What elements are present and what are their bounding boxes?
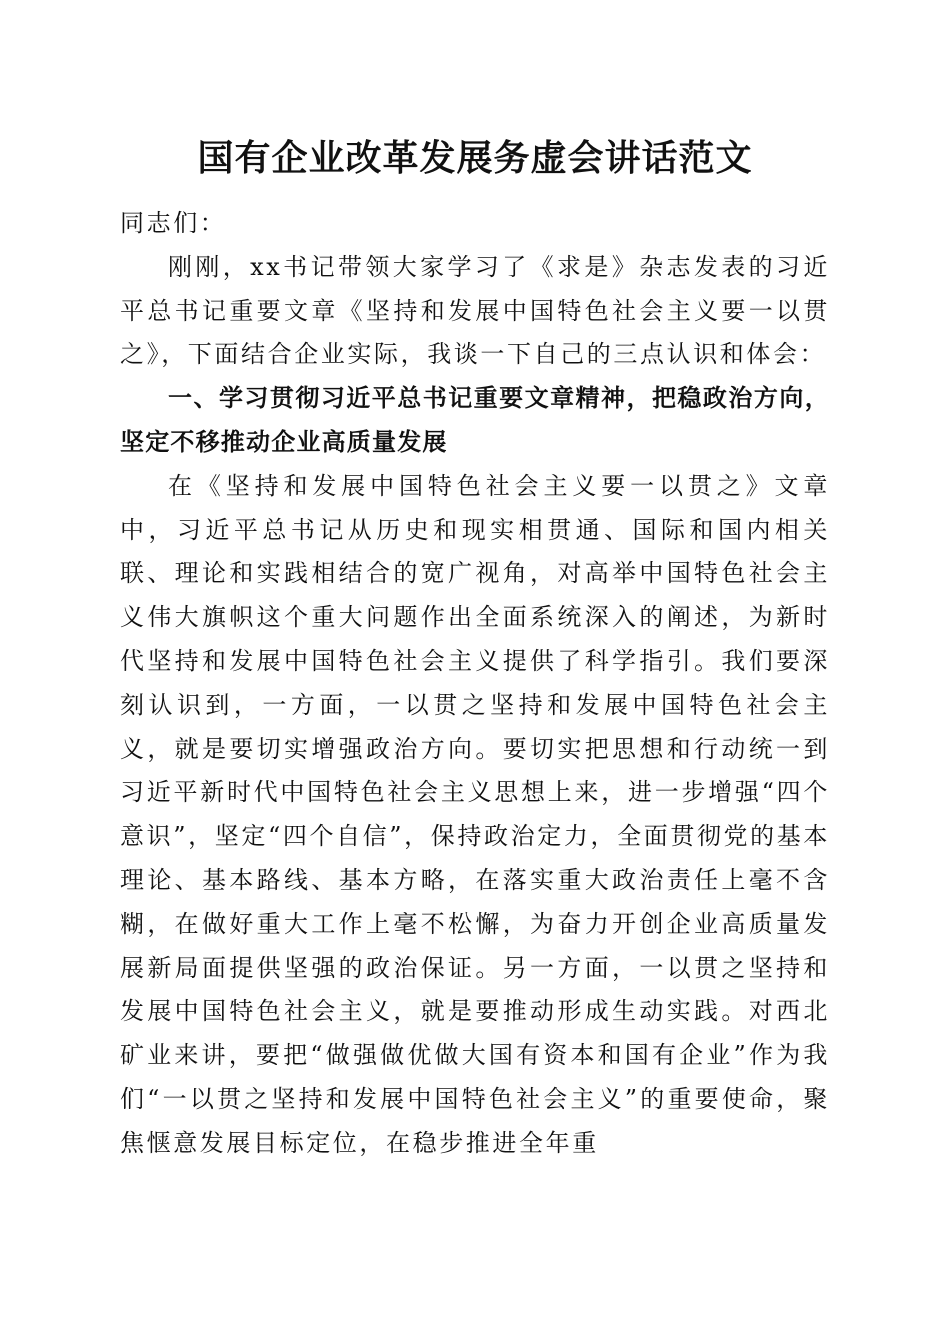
document-body bbox=[120, 202, 830, 1166]
document-title: 国有企业改革发展务虚会讲话范文 bbox=[197, 137, 753, 179]
intro-paragraph: 刚刚，xx书记带领大家学习了《求是》杂志发表的习近平总书记重要文章《坚持和发展中国特色社会主义要一以贯之》，下面结合企业实际，我谈一下自己的三点认识和体会： bbox=[120, 252, 830, 369]
salutation: 同志们： bbox=[120, 209, 227, 237]
section-1-paragraph: 在《坚持和发展中国特色社会主义要一以贯之》文章中，习近平总书记从历史和现实相贯通、国际和国内相关联、理论和实践相结合的宽广视角，对高举中国特色社会主义伟大旗帜这个重大问题作出全面系统深入的阐述，为新时代坚持和发展中国特色社会主义提供了科学指引。我们要深刻认识到，一方面，一以贯之坚持和发展中国特色社会主义，就是要切实增强政治方向。要切实把思想和行动统一到习近平新时代中国特色社会主义思想上来，进一步增强“四个意识”，坚定“四个自信”，保持政治定力，全面贯彻党的基本理论、基本路线、基本方略，在落实重大政治责任上毫不含糊，在做好重大工作上毫不松懈，为奋力开创企业高质量发展新局面提供坚强的政治保证。另一方面，一以贯之坚持和发展中国特色社会主义，就是要推动形成生动实践。对西北矿业来讲，要把“做强做优做大国有资本和国有企业”作为我们“一以贯之坚持和发展中国特色社会主义”的重要使命，聚焦惬意发展目标定位，在稳步推进全年重 bbox=[120, 471, 830, 1157]
section-heading-1: 一、学习贯彻习近平总书记重要文章精神，把稳政治方向，坚定不移推动企业高质量发展 bbox=[120, 384, 830, 456]
